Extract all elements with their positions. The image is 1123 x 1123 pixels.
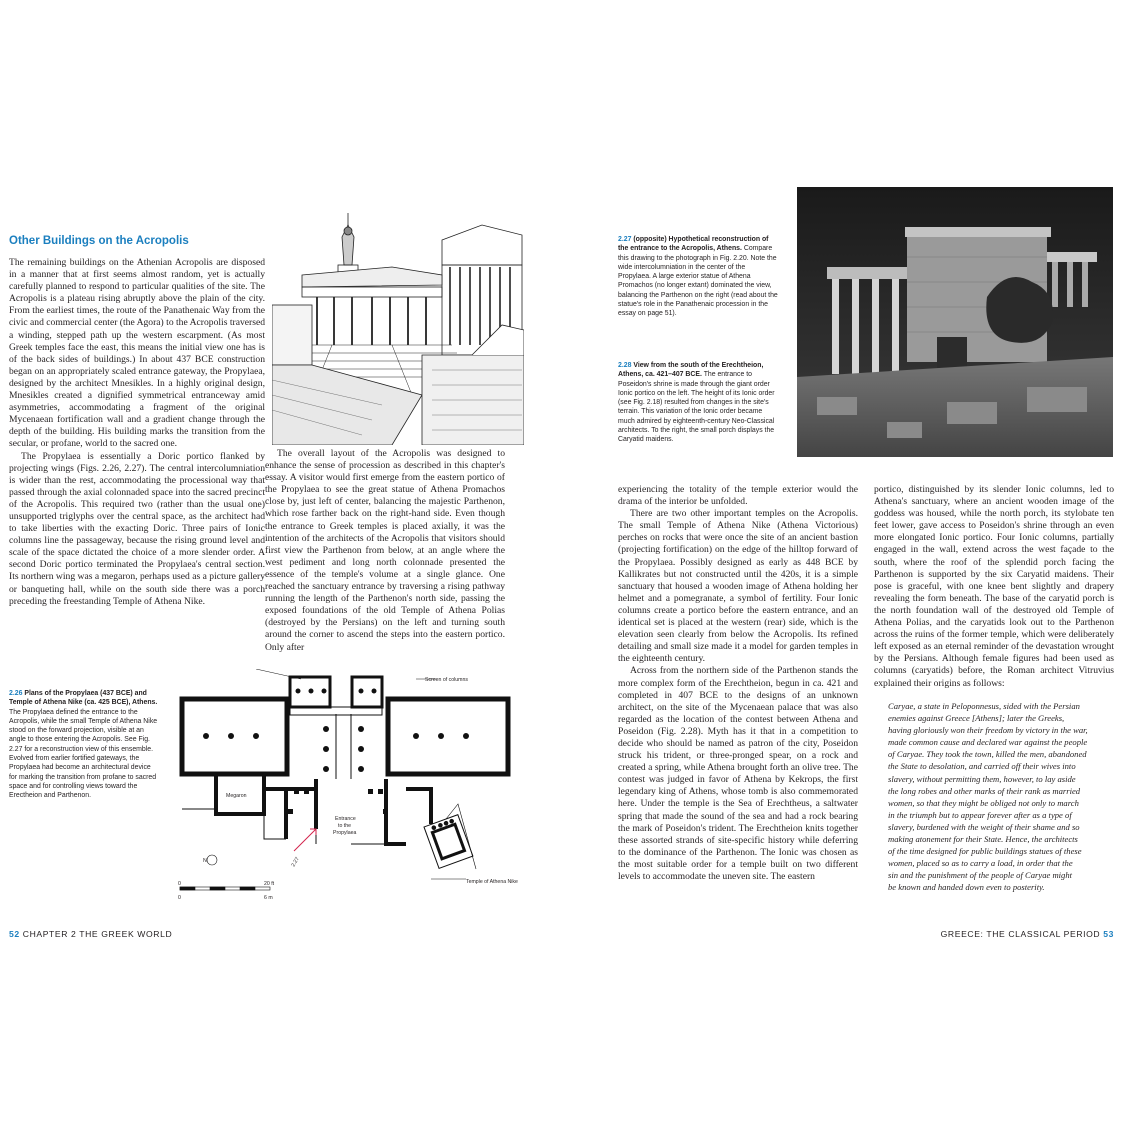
erechtheion-photo [797,187,1113,457]
plan-label-angle: 2.27 [290,856,301,868]
quote-line: women, placed so as to carry a load, in order that the [888,858,1073,869]
caption-text: The entrance to Poseidon's shrine is made through the giant order Ionic portico on the left. The height of its Ionic order (see Fig. 2.18) resulted from changes in the site's terrain. This variation of the Ionic order became much admired by eighteenth-century Neo-Classical architects. To the right, the small porch displays the Caryatid maidens. [618,371,775,444]
plan-label-megaron: Megaron [226,793,247,799]
quote-line: of the time designed for public buildings statues of these [888,846,1082,857]
quote-line: sin and the punishment of the people of Caryae might [888,870,1073,881]
quote-line: having gloriously won their freedom by victory in the war, [888,725,1088,736]
left-footer [9,929,172,939]
left-column-1 [9,257,265,608]
paragraph: The Propylaea is essentially a Doric portico flanked by projecting wings (Figs. 2.26, 2.27). The central intercolumniation is wider than the rest, accommodating the processional way that passed through the axial colonnaded space into the sacred precinct of the Acropolis. This required two (rather than the usual one) unsupported triglyphs over the central space, as the architect had to take liberties with the exacting Doric. Three pairs of Ionic columns line the passageway, because the rising ground level and scale of the space dictated the choice of a more slender order. A second Doric portico terminated the Propylaea's central section. Its northern wing was a megaron, perhaps used as a picture gallery or banqueting hall, while on the south side there was a porch preceding the freestanding Temple of Athena Nike. [9,450,265,607]
vitruvius-quote [888,700,1116,894]
paragraph: The overall layout of the Acropolis was designed to enhance the sense of procession as described in this chapter's essay. A visitor would first emerge from the eastern portico of the Propylaea to see the great statue of Athena Promachos close by, just left of center, balancing the majestic Parthenon, which rose farther back on the right-hand side. Even though the entrance to Greek temples is placed axially, it was the intention of the architects of the Acropolis that visitors should first view the Parthenon from below, at an angle where the west pediment and long north colonnade presented the essence of the temple's volume at a single glance. One reached the sanctuary entrance by traversing a rising pathway running the length of the Parthenon's north side, passing the exposed foundations of the old Temple of Athena Polias (destroyed by the Persians) on the left and turning south around the corner to ascend the steps into the eastern portico. Only after [265,448,505,653]
caption-2-28 [618,361,778,445]
paragraph: The remaining buildings on the Athenian Acropolis are disposed in a manner that at first seems almost random, yet is actually carefully planned to respond to particular qualities of the site. The Acropolis is a plateau rising abruptly above the plain of the city. From the earliest times, the route of the Panathenaic Way from the civic and commercial center (the Agora) to the Acropolis traversed a winding, stepped path up the western escarpment. (As most Greek temples face the east, this means the initial view one has is of the back sides of buildings.) In about 437 BCE construction began on an appropriately scaled entrance gateway, the Propylaea, designed by the architect Mnesikles. In a highly original design, Mnesikles created a dignified symmetrical entranceway amid asymmetries, accommodating a fragment of the original Mycenaean fortification wall and a gradient change through the depth of the building. His building marks the transition from the secular, or profane, world to the sacred one. [9,257,265,450]
quote-line: Caryae, a state in Peloponnesus, sided with the Persian [888,701,1080,711]
caption-text: The Propylaea defined the entrance to the Acropolis, while the small Temple of Athena Nike stood on the forward projection, visible at an angle to those entering the Acropolis. See Fig. 2.27 for a reconstruction view of this ensemble. Evolved from earlier fortified gateways, the Propylaea had become an architectural device for marking the transition from profane to sacred space and for controlling views toward the Erectheion and Parthenon. [9,708,158,800]
caption-2-27 [618,235,778,319]
caption-text: Compare this drawing to the photograph in Fig. 2.20. Note the wide intercolumniation in the center of the Propylaea. A large exterior statue of Athena Promachos (no longer extant) dominated the view, balancing the Parthenon on the right (read about the statue's role in the Panathenaic procession in the essay on page 51). [618,245,778,318]
left-column-2 [265,448,505,654]
caption-title: View from the south of the Erechtheion, Athens, ca. 421–407 BCE. [618,362,764,379]
caption-title: (opposite) Hypothetical reconstruction of the entrance to the Acropolis, Athens. [618,236,769,253]
section-title: Other Buildings on the Acropolis [9,235,189,247]
plan-svg [176,669,538,909]
scale-label: 20 ft [264,881,275,887]
plan-label-entrance-3: Propylaea [333,830,357,836]
acropolis-reconstruction-drawing [272,205,524,445]
page-number: 52 [9,929,20,939]
plan-label-screen: Screen of columns [425,677,468,683]
quote-line: the State to desolation, and carried off their wives into [888,761,1076,772]
running-head: CHAPTER 2 THE GREEK WORLD [22,929,173,939]
running-head: GREECE: THE CLASSICAL PERIOD [940,929,1101,939]
quote-line: the long robes and other marks of their rank as married [888,785,1081,796]
quote-line: of Caryae. They took the town, killed the men, abandoned [888,749,1087,760]
propylaea-plan [176,669,538,909]
caption-2-26 [9,689,159,801]
right-column-2 [874,484,1114,690]
caption-title: Plans of the Propylaea (437 BCE) and Temple of Athena Nike (ca. 425 BCE), Athens. [9,690,158,707]
scale-label: 0 [178,881,181,887]
paragraph: Across from the northern side of the Parthenon stands the more complex form of the Erechtheion, begun in ca. 421 and completed in 407 BCE to the designs of an unknown architect, on the site of the Mycenaean palace that was also regarded as the location of the contest between Athena and Poseidon (Fig. 2.28). Myth has it that in a competition to decide who should be named as patron of the city, Poseidon struck his trident, or three-pronged spear, on a rock and created a spring, while Athena brought forth an olive tree. The contest was judged in favor of Athena by Kekrops, the first legendary king of Athens, whose tomb is also commemorated here. Under the temple is the Sea of Erechtheus, a saltwater spring that made the sound of the sea and had a rock bearing the mark of Poseidon's trident. The Erechtheion knits together these assorted strands of site-specific history while deferring to the dominance of the Parthenon. The Ionic was chosen as the most suitable order for a temple built on two different levels to accommodate the uneven site. The eastern [618,665,858,882]
quote-line: be known and handed down even to posterity. [888,882,1045,893]
plan-label-nike: Temple of Athena Nike [466,879,518,885]
quote-line: slavery, burdened with the weight of their shame and so [888,821,1080,832]
drawing-svg [272,205,524,445]
right-column-1 [618,484,858,883]
quote-line: making atonement for their State. Hence, the architects [888,834,1078,845]
quote-line: women, so that they might be obliged not only to march [888,797,1079,808]
right-footer [941,929,1114,939]
photo-svg [797,187,1113,457]
caption-number: 2.26 [9,690,23,697]
quote-line: made common cause and declared war against the people [888,737,1088,748]
paragraph: portico, distinguished by its slender Ionic columns, led to Athena's sanctuary, where an ancient wooden image of the goddess was housed, while the north porch, its stylobate ten feet lower, gave access to Poseidon's shrine through an even more elongated Ionic portico. Four Ionic columns, partially engaged in the wall, extend across the west façade to the south, where the roof of the splendid porch facing the Parthenon is supported by the six Caryatid maidens. Their pose is graceful, with one knee bent slightly and drapery revealing the form beneath. The base of the caryatid porch is the north foundation wall of the destroyed old Temple of Athena Polias, and the caryatids look out to the Parthenon across the ruins of the former temple, which were deliberately left exposed as an eternal reminder of the devastation wrought by the Persians. Although female figures had been used as columns (caryatids) before, the Roman architect Vitruvius explained their origins as follows: [874,484,1114,689]
quote-line: slavery, without permitting them, however, to lay aside [888,773,1076,784]
quote-line: in the triumph but to appear forever after as a type of [888,809,1072,820]
quote-line: enemies against Greece [Athens]; later the Greeks, [888,713,1065,724]
plan-label-entrance-2: to the [338,823,351,829]
caption-number: 2.28 [618,362,632,369]
north-icon: N [203,858,207,864]
plan-label-entrance-1: Entrance [335,816,356,822]
caption-number: 2.27 [618,236,632,243]
scale-label: 6 m [264,895,273,901]
scale-label: 0 [178,895,181,901]
paragraph: There are two other important temples on the Acropolis. The small Temple of Athena Nike (Athena Victorious) perches on rocks that were once the site of an ancient bastion (projecting fortification) on the edge of the hilltop forward of the Propylaea. Possibly designed as early as 448 BCE by Kallikrates but not constructed until the 420s, it is a simple sanctuary that housed a wooden image of Athena holding her helmet and a pomegranate, a symbol of fertility. Four Ionic columns create a portico before the eastern entrance, and an identical set is placed at the western (rear) side, which is the elevation seen clearly from below the Acropolis. Its refined detailing and small size made it a model for garden temples in the eighteenth century. [618,508,858,665]
page-number: 53 [1103,929,1114,939]
paragraph: experiencing the totality of the temple exterior would the drama of the interior be unfolded. [618,484,858,508]
